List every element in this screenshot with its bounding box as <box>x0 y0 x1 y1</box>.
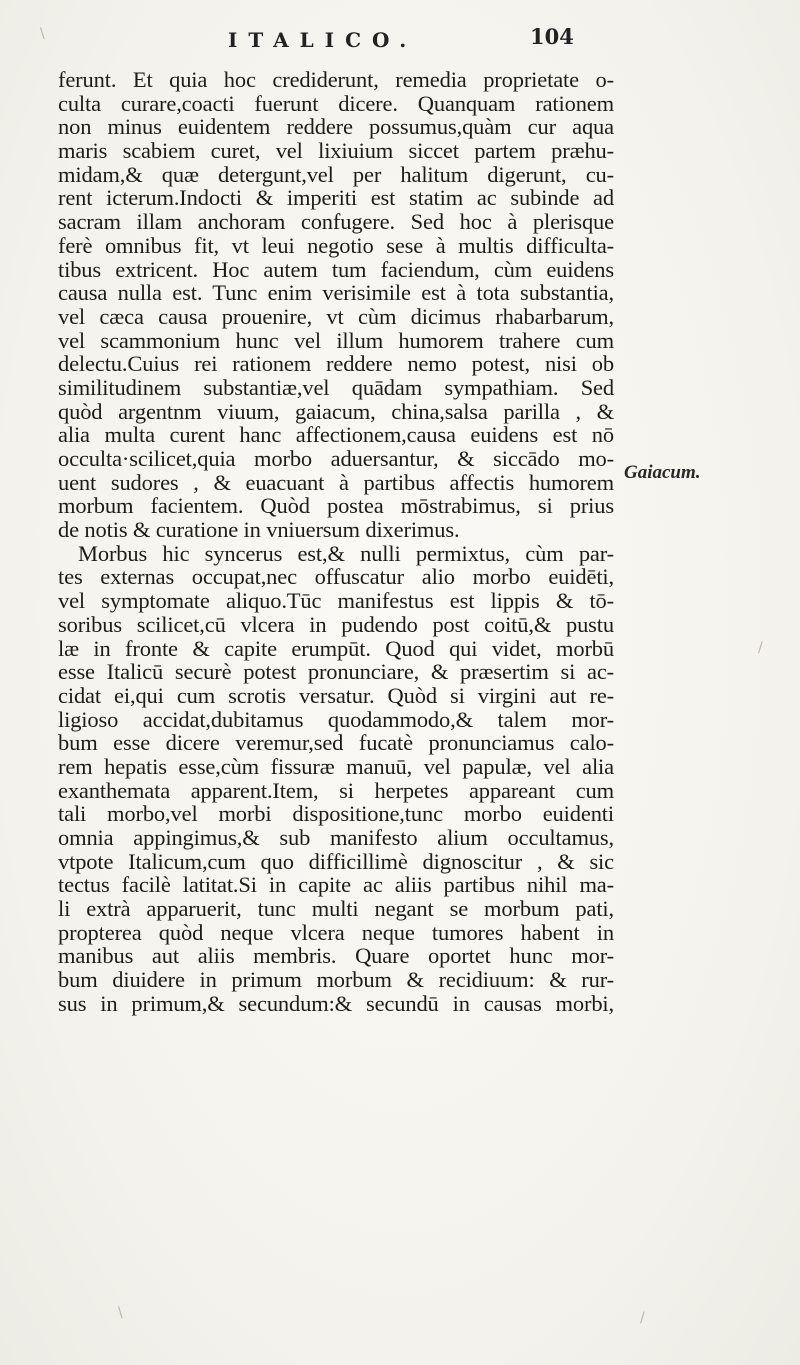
text-line: Morbus hic syncerus est,& nulli permixtus, cùm par- <box>78 540 614 566</box>
text-line: tectus facilè latitat.Si in capite ac aliis partibus nihil ma- <box>58 872 614 898</box>
text-line: vel cæca causa prouenire, vt cùm dicimus rhabarbarum, <box>58 303 614 329</box>
running-title: ITALICO. <box>228 28 418 52</box>
margin-note: Gaiacum. <box>624 462 701 483</box>
text-line: quòd argentnm viuum, gaiacum, china,salsa parilla , & <box>58 398 614 424</box>
text-line: delectu.Cuius rei rationem reddere nemo potest, nisi ob <box>58 351 614 377</box>
text-line: tes externas occupat,nec offuscatur alio morbo euidēti, <box>58 564 614 590</box>
text-line: propterea quòd neque vlcera neque tumores habent in <box>58 919 614 945</box>
text-line: morbum facientem. Quòd postea mōstrabimus, si prius <box>58 493 614 519</box>
body-text <box>58 68 614 1016</box>
text-line: ligioso accidat,dubitamus quodammodo,& talem mor- <box>58 706 614 732</box>
text-line: ferè omnibus fit, vt leui negotio sese à multis difficulta- <box>58 232 614 258</box>
page-number: 104 <box>530 24 574 49</box>
paper-mark: / <box>640 1310 645 1326</box>
text-line: esse Italicū securè potest pronunciare, & præsertim si ac- <box>58 659 614 685</box>
text-line: culta curare,coacti fuerunt dicere. Quanquam rationem <box>58 90 614 116</box>
text-line: bum esse dicere veremur,sed fucatè pronunciamus calo- <box>58 730 614 756</box>
text-line: manibus aut aliis membris. Quare oportet hunc mor- <box>58 943 614 969</box>
text-line: tali morbo,vel morbi dispositione,tunc morbo euidenti <box>58 801 614 827</box>
paper-mark: \ <box>118 1305 123 1321</box>
text-line: causa nulla est. Tunc enim verisimile est à tota substantia, <box>58 280 614 306</box>
text-line: exanthemata apparent.Item, si herpetes appareant cum <box>58 777 614 803</box>
text-line: uent sudores , & euacuant à partibus affectis humorem <box>58 469 614 495</box>
text-line: cidat ei,qui cum scrotis versatur. Quòd si virgini aut re- <box>58 682 614 708</box>
text-line: occulta·scilicet,quia morbo aduersantur, & siccādo mo- <box>58 446 614 471</box>
text-line: vel symptomate aliquo.Tūc manifestus est lippis & tō- <box>58 588 614 614</box>
text-line: vtpote Italicum,cum quo difficillimè dignoscitur , & sic <box>58 848 614 874</box>
text-line: de notis & curatione in vniuersum dixerimus. <box>58 517 460 543</box>
text-line: vel scammonium hunc vel illum humorem trahere cum <box>58 327 614 353</box>
text-line: midam,& quæ detergunt,vel per halitum digerunt, cu- <box>58 161 614 187</box>
text-line: ferunt. Et quia hoc crediderunt, remedia proprietate o- <box>58 67 614 92</box>
text-line: sacram illam anchoram confugere. Sed hoc à plerisque <box>58 209 614 235</box>
text-line: maris scabiem curet, vel lixiuium siccet partem præhu- <box>58 138 614 164</box>
running-head <box>0 24 800 62</box>
text-line: bum diuidere in primum morbum & recidiuum: & rur- <box>58 967 614 993</box>
paper-mark: \ <box>40 26 45 42</box>
text-line: rent icterum.Indocti & imperiti est statim ac subinde ad <box>58 185 614 211</box>
text-line: soribus scilicet,cū vlcera in pudendo post coitū,& pustu <box>58 611 614 637</box>
text-line: li extrà apparuerit, tunc multi negant se morbum pati, <box>58 896 614 922</box>
text-line: rem hepatis esse,cùm fissuræ manuū, vel papulæ, vel alia <box>58 753 614 779</box>
text-line: non minus euidentem reddere possumus,quàm cur aqua <box>58 114 614 140</box>
text-line: sus in primum,& secundum:& secundū in causas morbi, <box>58 990 614 1016</box>
text-line: læ in fronte & capite erumpūt. Quod qui videt, morbū <box>58 635 614 661</box>
text-line: alia multa curent hanc affectionem,causa euidens est nō <box>58 422 614 448</box>
text-line: omnia appingimus,& sub manifesto alium occultamus, <box>58 825 614 850</box>
paper-mark: / <box>758 640 763 656</box>
text-line: tibus extricent. Hoc autem tum faciendum, cùm euidens <box>58 256 614 282</box>
text-line: similitudinem substantiæ,vel quādam sympathiam. Sed <box>58 374 614 400</box>
